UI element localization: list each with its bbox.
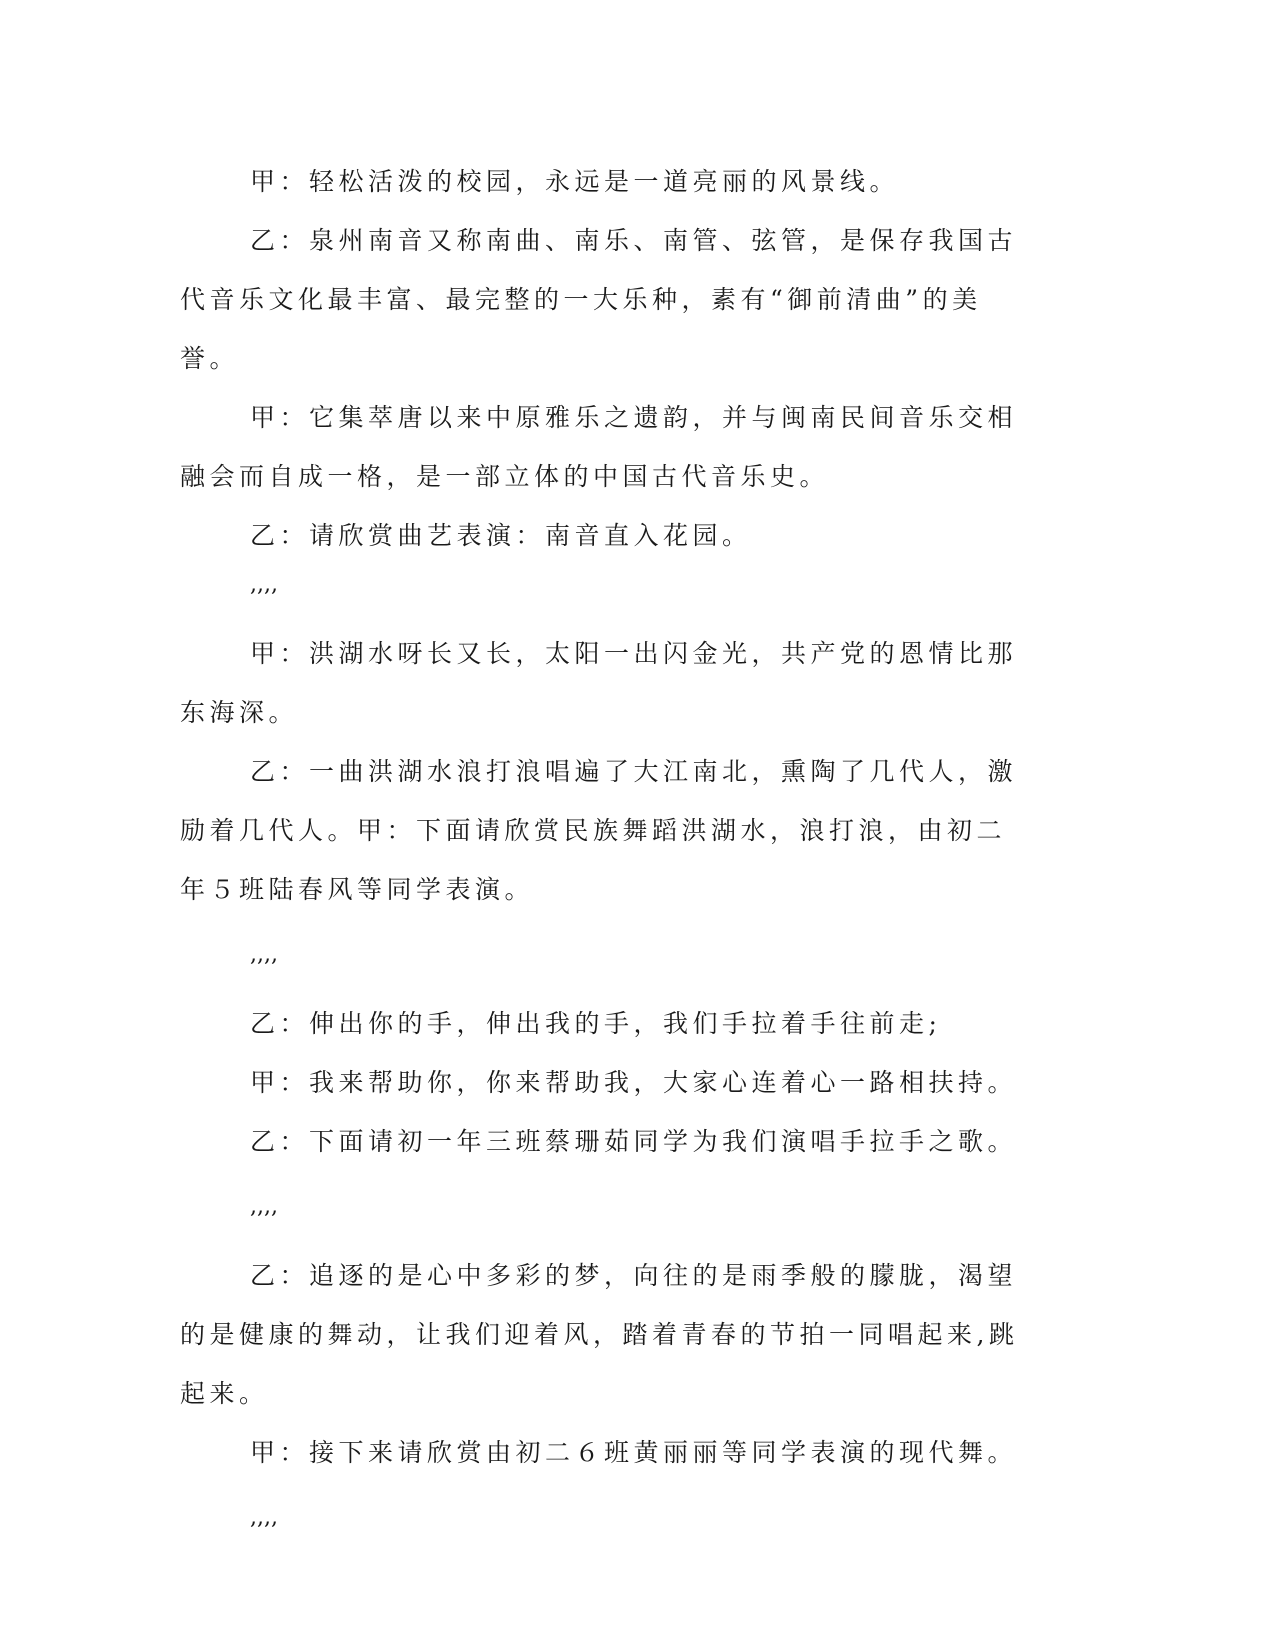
line-yi-hands: 乙：伸出你的手，伸出我的手，我们手拉着手往前走; bbox=[250, 1009, 942, 1038]
separator-marks: ,,,, bbox=[250, 572, 278, 597]
separator-marks: ,,,, bbox=[250, 942, 278, 967]
line-yi-dream: 乙：追逐的是心中多彩的梦，向往的是雨季般的朦胧，渴望的是健康的舞动，让我们迎着风，踏着青春的节拍一同唱起来,跳起来。 bbox=[180, 1261, 1019, 1408]
line-yi-nanyin-intro: 乙：泉州南音又称南曲、南乐、南管、弦管，是保存我国古代音乐文化最丰富、最完整的一大乐种，素有“御前清曲”的美誉。 bbox=[180, 226, 1018, 373]
line-jia-honghu: 甲：洪湖水呀长又长，太阳一出闪金光，共产党的恩情比那东海深。 bbox=[180, 639, 1018, 727]
line-yi-honghu-dance: 乙：一曲洪湖水浪打浪唱遍了大江南北，熏陶了几代人，激励着几代人。甲：下面请欣赏民族舞蹈洪湖水，浪打浪，由初二年５班陆春风等同学表演。 bbox=[180, 757, 1018, 904]
line-jia-nanyin-history: 甲：它集萃唐以来中原雅乐之遗韵，并与闽南民间音乐交相融会而自成一格，是一部立体的中国古代音乐史。 bbox=[180, 403, 1018, 491]
separator-marks: ,,,, bbox=[250, 1505, 278, 1530]
line-yi-song: 乙：下面请初一年三班蔡珊茹同学为我们演唱手拉手之歌。 bbox=[250, 1127, 1018, 1156]
line-jia-modern-dance: 甲：接下来请欣赏由初二６班黄丽丽等同学表演的现代舞。 bbox=[250, 1438, 1018, 1467]
line-jia-campus: 甲：轻松活泼的校园，永远是一道亮丽的风景线。 bbox=[250, 167, 900, 196]
line-jia-help: 甲：我来帮助你，你来帮助我，大家心连着心一路相扶持。 bbox=[250, 1068, 1018, 1097]
line-yi-nanyin-performance: 乙：请欣赏曲艺表演：南音直入花园。 bbox=[250, 521, 752, 550]
script-body bbox=[180, 152, 1030, 1557]
separator-marks: ,,,, bbox=[250, 1194, 278, 1219]
